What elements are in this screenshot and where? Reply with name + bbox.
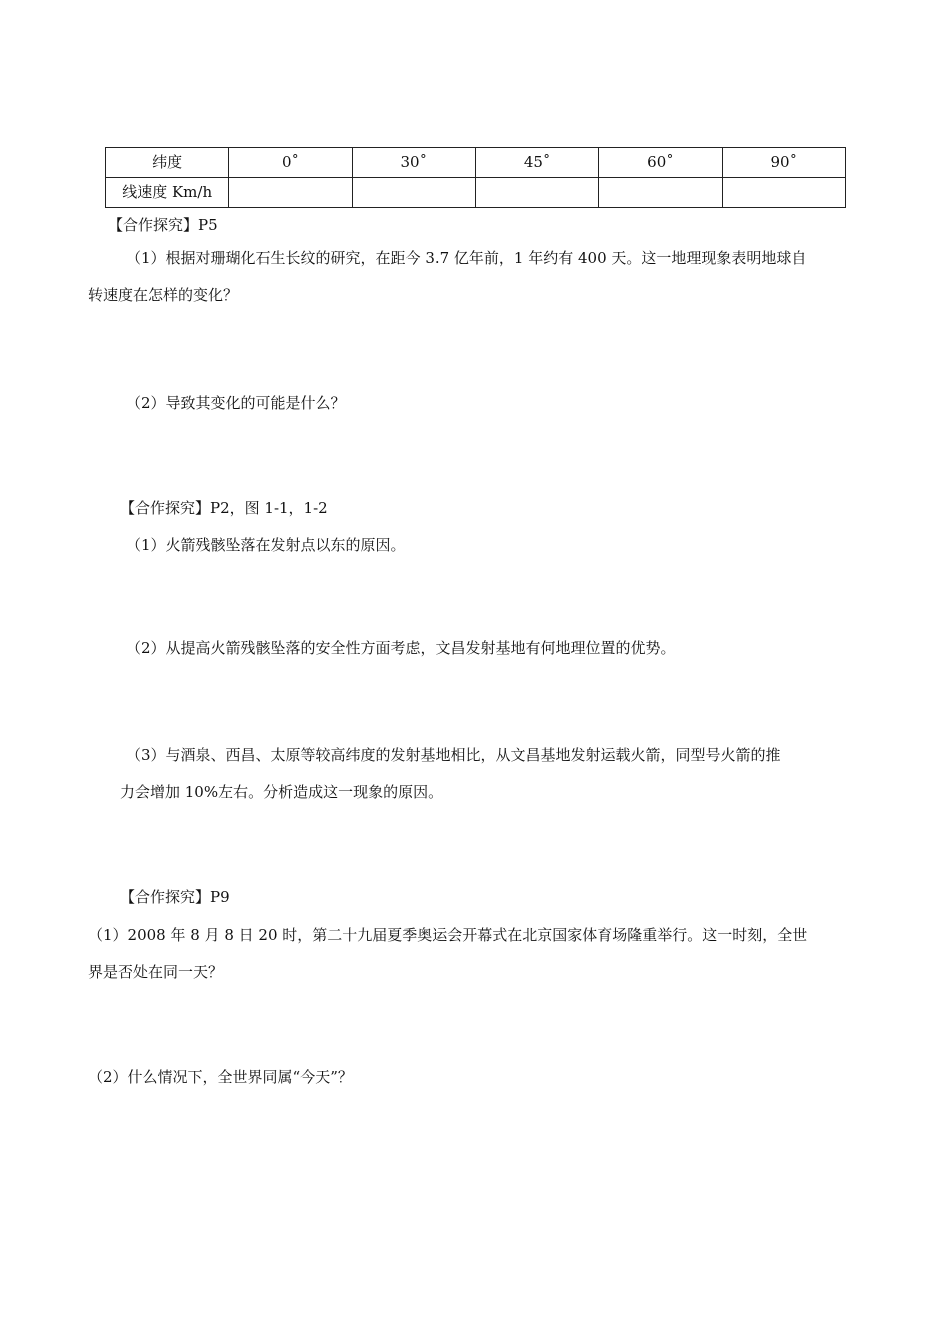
section3-question2: （2）什么情况下，全世界同属“今天”？ xyxy=(88,1068,353,1086)
table-cell-speed-0deg[interactable] xyxy=(229,178,352,208)
table-cell-90deg: 90˚ xyxy=(722,148,845,178)
section2-question3-line1: （3）与酒泉、西昌、太原等较高纬度的发射基地相比，从文昌基地发射运载火箭，同型号火箭的推 xyxy=(126,746,781,764)
section3-question1-line2: 界是否处在同一天？ xyxy=(88,963,224,981)
section1-question1-line1: （1）根据对珊瑚化石生长纹的研究，在距今 3.7 亿年前，1 年约有 400 天。这一地理现象表明地球自 xyxy=(126,249,807,267)
table-cell-speed-label: 线速度 Km/h xyxy=(106,178,229,208)
table-cell-speed-60deg[interactable] xyxy=(599,178,722,208)
table-cell-60deg: 60˚ xyxy=(599,148,722,178)
section2-question3-line2: 力会增加 10%左右。分析造成这一现象的原因。 xyxy=(120,783,444,801)
section3-question1-line1: （1）2008 年 8 月 8 日 20 时，第二十九届夏季奥运会开幕式在北京国家体育场隆重举行。这一时刻，全世 xyxy=(88,926,808,944)
section1-heading: 【合作探究】P5 xyxy=(108,216,218,234)
latitude-speed-table xyxy=(105,147,846,208)
section2-heading: 【合作探究】P2，图 1-1，1-2 xyxy=(120,499,328,517)
table-header-row xyxy=(106,148,846,178)
section3-heading: 【合作探究】P9 xyxy=(120,888,230,906)
table-cell-latitude-label: 纬度 xyxy=(106,148,229,178)
table-cell-speed-90deg[interactable] xyxy=(722,178,845,208)
section1-question1-line2: 转速度在怎样的变化？ xyxy=(88,286,239,304)
table-cell-speed-30deg[interactable] xyxy=(352,178,475,208)
table-cell-speed-45deg[interactable] xyxy=(475,178,598,208)
table-cell-0deg: 0˚ xyxy=(229,148,352,178)
table-speed-row xyxy=(106,178,846,208)
table-cell-30deg: 30˚ xyxy=(352,148,475,178)
section2-question1: （1）火箭残骸坠落在发射点以东的原因。 xyxy=(126,536,406,554)
section2-question2: （2）从提高火箭残骸坠落的安全性方面考虑，文昌发射基地有何地理位置的优势。 xyxy=(126,639,676,657)
section1-question2: （2）导致其变化的可能是什么？ xyxy=(126,394,346,412)
table-cell-45deg: 45˚ xyxy=(475,148,598,178)
